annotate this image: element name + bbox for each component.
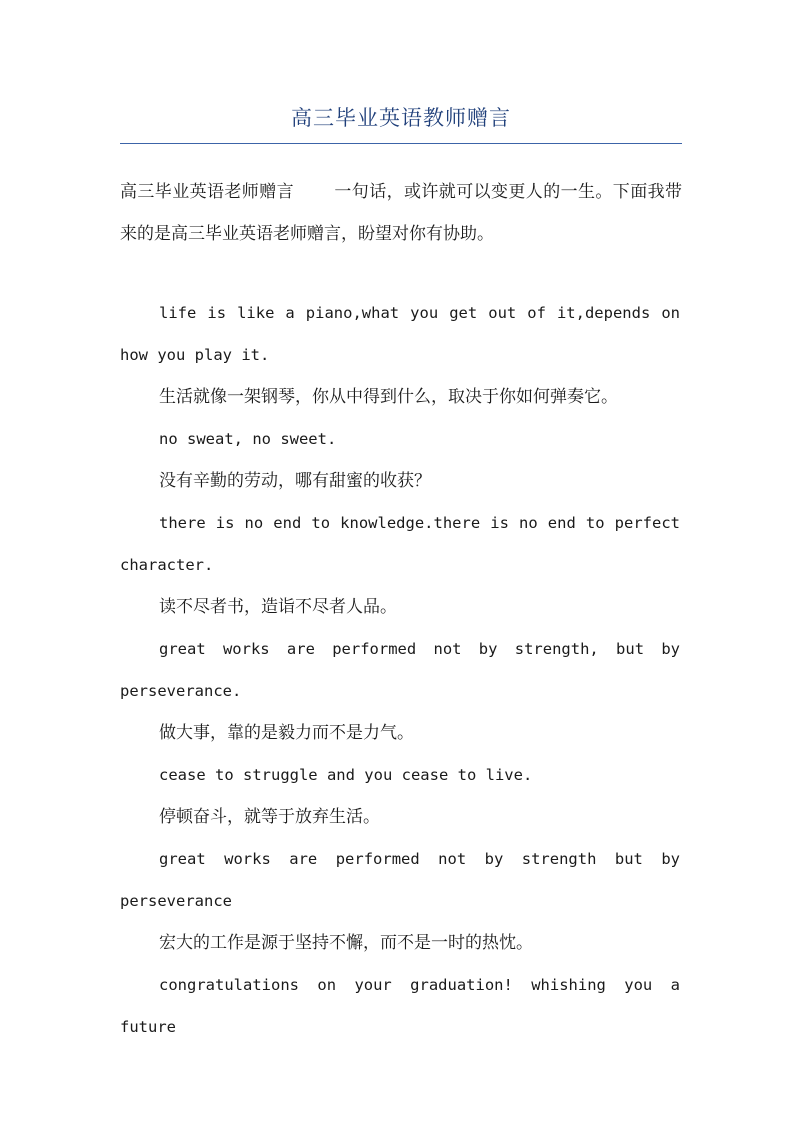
- quote-english: there is no end to knowledge.there is no end to perfect character.: [120, 514, 680, 574]
- quote-english: great works are performed not by strength, but by perseverance.: [120, 640, 680, 700]
- intro-lead: 高三毕业英语老师赠言: [120, 182, 294, 202]
- document-title: 高三毕业英语教师赠言: [291, 106, 511, 130]
- quote-chinese: 读不尽者书，造诣不尽者人品。: [159, 597, 397, 617]
- quote-english: no sweat, no sweet.: [159, 430, 337, 448]
- quote-english: great works are performed not by strength but by perseverance: [120, 850, 680, 910]
- quote-chinese: 做大事，靠的是毅力而不是力气。: [159, 723, 414, 743]
- intro-paragraph: [120, 171, 682, 255]
- quote-english: cease to struggle and you cease to live.: [159, 766, 533, 784]
- quote-english: life is like a piano,what you get out of it,depends on how you play it.: [120, 304, 680, 364]
- quote-chinese: 停顿奋斗，就等于放弃生活。: [159, 807, 380, 827]
- quote-chinese: 宏大的工作是源于坚持不懈，而不是一时的热忱。: [159, 933, 533, 953]
- quote-chinese: 生活就像一架钢琴，你从中得到什么，取决于你如何弹奏它。: [159, 387, 618, 407]
- quotes-body: [120, 292, 680, 1048]
- quote-english: congratulations on your graduation! whishing you a future: [120, 976, 680, 1036]
- title-underline: [120, 143, 682, 144]
- quote-chinese: 没有辛勤的劳动，哪有甜蜜的收获？: [159, 471, 431, 491]
- intro-text: 一句话，或许就可以变更人的一生。下面我带来的是高三毕业英语老师赠言，盼望对你有协助。: [120, 182, 682, 244]
